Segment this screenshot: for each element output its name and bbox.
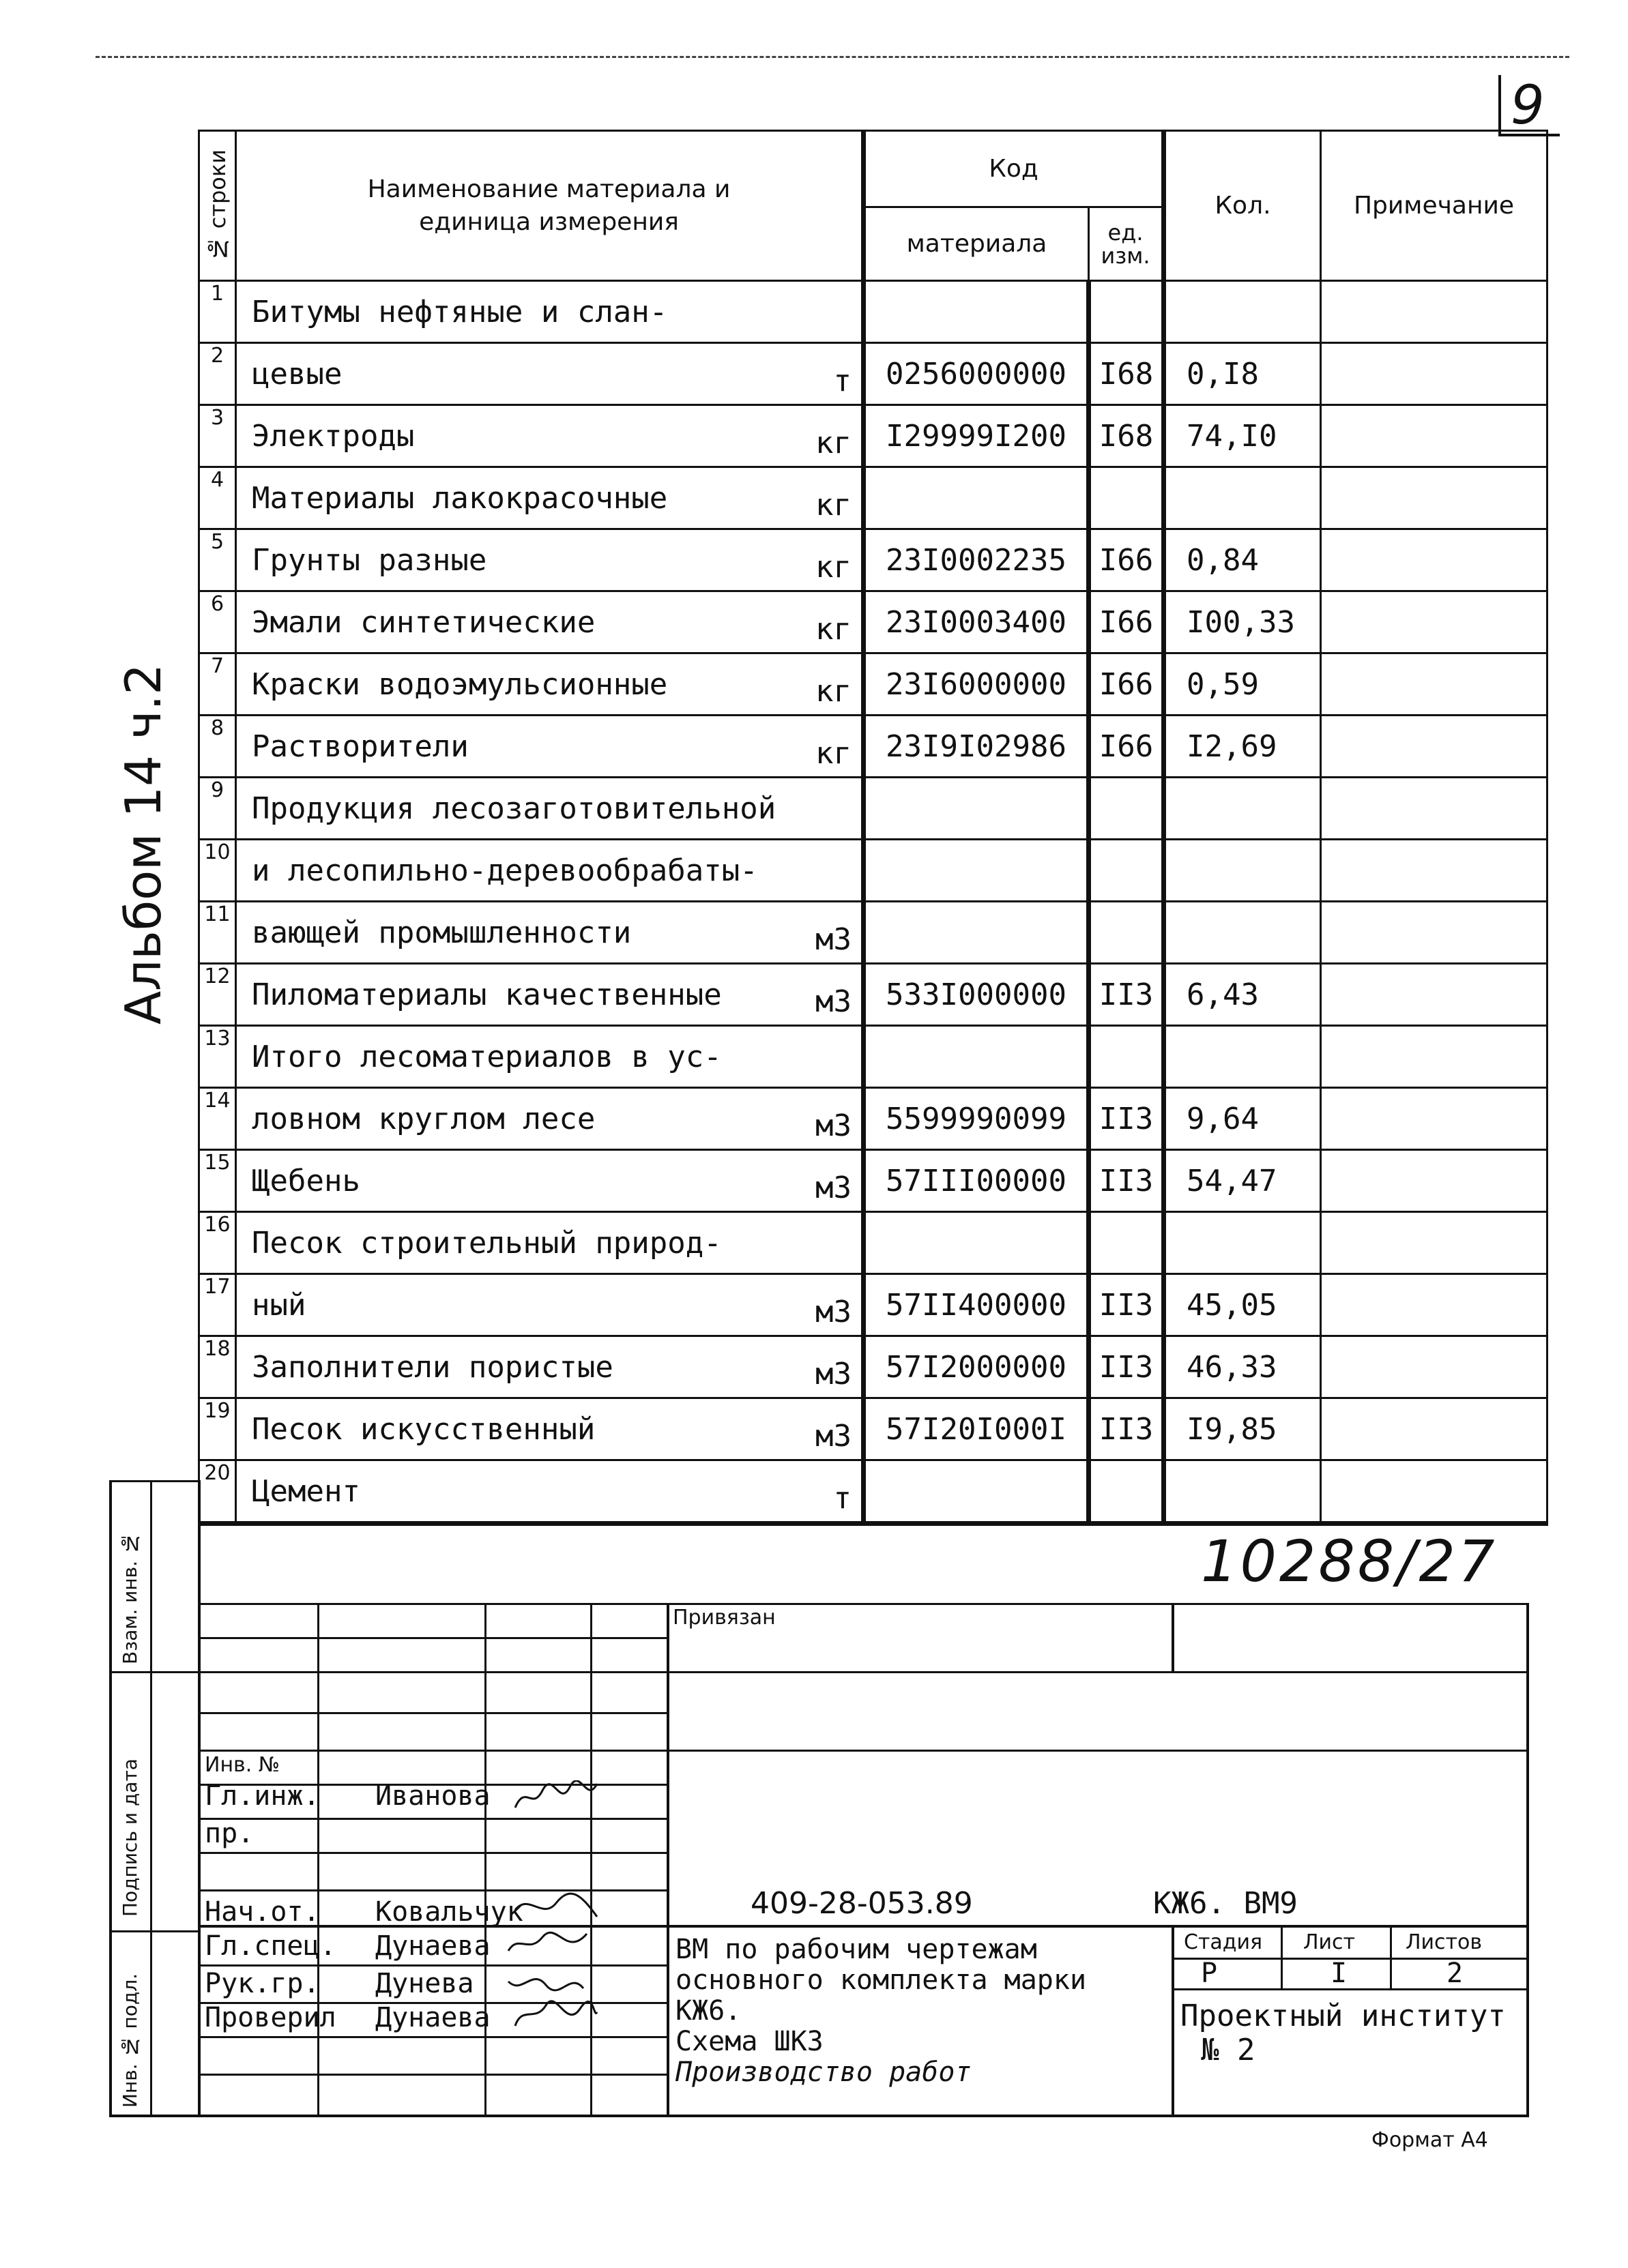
table-row	[199, 964, 1547, 1026]
unit-of-measure: м3	[815, 1295, 852, 1329]
quantity-cell	[1164, 1026, 1321, 1088]
unit-of-measure: м3	[815, 984, 852, 1019]
header-name: Наименование материала и единица измерения	[236, 131, 864, 281]
unit-code-cell: I66	[1089, 716, 1164, 778]
note-cell	[1321, 840, 1547, 902]
stamp-h-1	[198, 1603, 1528, 1605]
material-name-cell	[236, 840, 864, 902]
role-nach-ot: Нач.от.	[205, 1896, 320, 1928]
material-name-cell	[236, 1212, 864, 1274]
material-name-cell	[236, 281, 864, 343]
sheets-label: Листов	[1406, 1930, 1483, 1954]
row-number-cell: 19	[199, 1398, 236, 1460]
unit-of-measure: т	[833, 364, 852, 398]
table-row	[199, 1336, 1547, 1398]
table-row	[199, 1026, 1547, 1088]
table-row	[199, 902, 1547, 964]
header-material-code: материала	[864, 207, 1089, 281]
signature-duneva	[505, 1964, 594, 1999]
unit-code-cell: II3	[1089, 1150, 1164, 1212]
unit-of-measure: кг	[815, 550, 852, 585]
name-ivanova: Иванова	[375, 1780, 491, 1812]
table-row	[199, 1088, 1547, 1150]
header-code: Код	[864, 131, 1164, 207]
stamp-bottom-border	[109, 2115, 1528, 2117]
title-block	[109, 1480, 1528, 2108]
material-code-cell: 0256000000	[864, 343, 1089, 405]
material-code-cell: 23I0002235	[864, 529, 1089, 591]
title-line-2: основного комплекта марки	[675, 1964, 1087, 1996]
material-code-cell	[864, 778, 1089, 840]
top-border-line	[96, 56, 1569, 58]
unit-code-cell: I68	[1089, 405, 1164, 467]
quantity-cell: 54,47	[1164, 1150, 1321, 1212]
note-cell	[1321, 653, 1547, 716]
header-row-number: № строки	[199, 131, 236, 281]
name-duneva: Дунева	[375, 1968, 474, 1999]
unit-code-cell	[1089, 1026, 1164, 1088]
stamp-inner-border	[198, 1480, 201, 2115]
album-label	[102, 663, 177, 1025]
material-name: Песок искусственный	[252, 1411, 596, 1447]
material-name: ловном круглом лесе	[252, 1101, 596, 1136]
stamp-h-14	[198, 2074, 669, 2076]
stamp-h-2	[198, 1637, 669, 1639]
note-cell	[1321, 343, 1547, 405]
material-name-cell	[236, 778, 864, 840]
unit-of-measure: кг	[815, 736, 852, 771]
stamp-h-4	[198, 1712, 669, 1714]
row-number-cell: 17	[199, 1274, 236, 1336]
row-number-cell: 2	[199, 343, 236, 405]
role-ruk-gr: Рук.гр.	[205, 1968, 320, 1999]
material-name: Щебень	[252, 1163, 360, 1198]
table-row	[199, 840, 1547, 902]
stamp-div-2	[109, 1930, 201, 1932]
sheet-value: I	[1331, 1958, 1348, 1989]
table-row	[199, 529, 1547, 591]
signature-dunaeva	[505, 1927, 594, 1961]
unit-code-cell: I66	[1089, 591, 1164, 653]
unit-code-cell: I68	[1089, 343, 1164, 405]
unit-of-measure: кг	[815, 426, 852, 460]
stage-value: Р	[1201, 1958, 1218, 1989]
signature-kovalchuk	[512, 1889, 600, 1924]
stamp-right-border	[1526, 1603, 1529, 2117]
row-number-cell: 20	[199, 1460, 236, 1524]
table-row	[199, 778, 1547, 840]
sheet-label: Лист	[1303, 1930, 1356, 1954]
material-code-cell: 23I0003400	[864, 591, 1089, 653]
row-number-cell: 3	[199, 405, 236, 467]
material-name-cell	[236, 716, 864, 778]
unit-code-cell: II3	[1089, 1088, 1164, 1150]
name-kovalchuk: Ковальчук	[375, 1896, 523, 1928]
name-dunaeva: Дунаева	[375, 1930, 491, 1962]
quantity-cell: I00,33	[1164, 591, 1321, 653]
stamp-v-2	[484, 1603, 486, 2115]
quantity-cell	[1164, 467, 1321, 529]
note-cell	[1321, 964, 1547, 1026]
unit-of-measure: кг	[815, 488, 852, 522]
table-row	[199, 653, 1547, 716]
note-cell	[1321, 1274, 1547, 1336]
row-number-cell: 11	[199, 902, 236, 964]
stamp-h-3	[198, 1671, 1528, 1673]
material-name: Краски водоэмульсионные	[252, 666, 668, 702]
material-name: Битумы нефтяные и слан-	[252, 294, 668, 329]
material-name-cell	[236, 1088, 864, 1150]
quantity-cell	[1164, 778, 1321, 840]
unit-code-cell	[1089, 281, 1164, 343]
vzam-inv-label: Взам. инв. №	[119, 1532, 141, 1664]
page-number: 9	[1498, 75, 1560, 136]
title-line-3: КЖ6.	[675, 1995, 742, 2027]
album-label-text: Альбом 14 ч.2	[115, 663, 172, 1025]
stamp-v-stage-2	[1390, 1925, 1392, 1990]
material-name: Итого лесоматериалов в ус-	[252, 1039, 722, 1074]
table-row	[199, 343, 1547, 405]
unit-code-cell: I66	[1089, 653, 1164, 716]
material-name: Цемент	[252, 1473, 360, 1509]
row-number-cell: 18	[199, 1336, 236, 1398]
stamp-h-stage-2	[1172, 1988, 1526, 1990]
header-unit-code: ед. изм.	[1089, 207, 1164, 281]
unit-of-measure: т	[833, 1481, 852, 1516]
name-proveril: Дунаева	[375, 2002, 491, 2033]
role-proveril: Проверил	[205, 2002, 336, 2033]
material-name-cell	[236, 653, 864, 716]
quantity-cell: I9,85	[1164, 1398, 1321, 1460]
material-code-cell: 57I2000000	[864, 1336, 1089, 1398]
quantity-cell	[1164, 1212, 1321, 1274]
material-name-cell	[236, 529, 864, 591]
stamp-h-5	[198, 1750, 1528, 1752]
row-number-cell: 8	[199, 716, 236, 778]
material-name: Продукция лесозаготовительной	[252, 791, 776, 826]
table-row	[199, 467, 1547, 529]
material-name: Материалы лакокрасочные	[252, 480, 668, 516]
materials-table	[198, 130, 1548, 1526]
note-cell	[1321, 902, 1547, 964]
quantity-cell: 74,I0	[1164, 405, 1321, 467]
material-code-cell: 23I6000000	[864, 653, 1089, 716]
stamp-v-6	[1172, 1925, 1174, 2115]
stamp-h-7	[198, 1818, 669, 1820]
quantity-cell: 45,05	[1164, 1274, 1321, 1336]
material-name: Пиломатериалы качественные	[252, 977, 722, 1012]
org-line-2: № 2	[1201, 2033, 1255, 2067]
row-number-cell: 13	[199, 1026, 236, 1088]
quantity-cell: 46,33	[1164, 1336, 1321, 1398]
row-number-cell: 12	[199, 964, 236, 1026]
material-name: вающей промышленности	[252, 915, 632, 950]
note-cell	[1321, 1150, 1547, 1212]
quantity-cell	[1164, 281, 1321, 343]
unit-code-cell	[1089, 1212, 1164, 1274]
stamp-div-1	[109, 1671, 201, 1673]
privyazan-label: Привязан	[673, 1606, 776, 1630]
material-code-cell: 57II400000	[864, 1274, 1089, 1336]
title-line-4: Схема ШК3	[675, 2026, 824, 2057]
stamp-h-11	[198, 1964, 669, 1967]
quantity-cell	[1164, 902, 1321, 964]
note-cell	[1321, 467, 1547, 529]
material-code-cell: 57III00000	[864, 1150, 1089, 1212]
unit-code-cell: II3	[1089, 1274, 1164, 1336]
signature-proveril	[512, 1999, 600, 2033]
material-name-cell	[236, 591, 864, 653]
signature-ivanova	[512, 1780, 600, 1814]
note-cell	[1321, 1212, 1547, 1274]
material-name: и лесопильно-деревообрабаты-	[252, 853, 758, 888]
quantity-cell	[1164, 840, 1321, 902]
stamp-h-8	[198, 1852, 669, 1854]
stamp-left-border	[109, 1480, 112, 2115]
note-cell	[1321, 281, 1547, 343]
note-cell	[1321, 1088, 1547, 1150]
role-pr: пр.	[205, 1818, 255, 1849]
stamp-v-4	[667, 1603, 669, 2115]
quantity-cell: 0,84	[1164, 529, 1321, 591]
format-label: Формат А4	[1371, 2128, 1488, 2152]
role-gl-spec: Гл.спец.	[205, 1930, 336, 1962]
role-gl-inzh: Гл.инж.	[205, 1780, 320, 1812]
stage-label: Стадия	[1184, 1930, 1263, 1954]
stamp-side-divider	[150, 1480, 152, 2115]
table-row	[199, 1398, 1547, 1460]
material-name-cell	[236, 467, 864, 529]
note-cell	[1321, 1336, 1547, 1398]
title-line-1: ВМ по рабочим чертежам	[675, 1934, 1037, 1965]
material-code-cell: 5599990099	[864, 1088, 1089, 1150]
quantity-cell: 0,I8	[1164, 343, 1321, 405]
table-row	[199, 1274, 1547, 1336]
unit-code-cell: I66	[1089, 529, 1164, 591]
quantity-cell: I2,69	[1164, 716, 1321, 778]
unit-code-cell	[1089, 467, 1164, 529]
material-code-cell	[864, 902, 1089, 964]
unit-of-measure: м3	[815, 1357, 852, 1391]
note-cell	[1321, 1026, 1547, 1088]
row-number-cell: 16	[199, 1212, 236, 1274]
sheets-value: 2	[1447, 1958, 1464, 1989]
title-line-5: Производство работ	[675, 2057, 972, 2088]
material-name-cell	[236, 1398, 864, 1460]
material-name-cell	[236, 964, 864, 1026]
material-name-cell	[236, 343, 864, 405]
unit-code-cell: II3	[1089, 964, 1164, 1026]
row-number-cell: 15	[199, 1150, 236, 1212]
note-cell	[1321, 405, 1547, 467]
header-note: Примечание	[1321, 131, 1547, 281]
material-code-cell	[864, 467, 1089, 529]
stamp-v-5	[1172, 1603, 1174, 1671]
stamp-h-13	[198, 2036, 669, 2038]
material-name: Заполнители пористые	[252, 1349, 613, 1385]
org-line-1: Проектный институт	[1180, 1999, 1506, 2033]
material-name: Песок строительный природ-	[252, 1225, 722, 1261]
material-code-cell: 23I9I02986	[864, 716, 1089, 778]
material-name: цевые	[252, 356, 343, 392]
row-number-cell: 7	[199, 653, 236, 716]
unit-code-cell: II3	[1089, 1336, 1164, 1398]
material-name: Грунты разные	[252, 542, 487, 578]
material-code-cell	[864, 840, 1089, 902]
unit-of-measure: м3	[815, 1170, 852, 1205]
unit-code-cell	[1089, 902, 1164, 964]
row-number-cell: 4	[199, 467, 236, 529]
note-cell	[1321, 529, 1547, 591]
unit-of-measure: кг	[815, 612, 852, 647]
material-name: ный	[252, 1287, 306, 1323]
unit-code-cell	[1089, 840, 1164, 902]
stamp-v-1	[317, 1603, 319, 2115]
material-name-cell	[236, 1026, 864, 1088]
material-code-cell	[864, 281, 1089, 343]
unit-code-cell: II3	[1089, 1398, 1164, 1460]
note-cell	[1321, 778, 1547, 840]
row-number-cell: 14	[199, 1088, 236, 1150]
row-number-cell: 10	[199, 840, 236, 902]
material-name-cell	[236, 902, 864, 964]
row-number-cell: 9	[199, 778, 236, 840]
unit-of-measure: кг	[815, 674, 852, 709]
unit-of-measure: м3	[815, 1108, 852, 1143]
material-code-cell: I29999I200	[864, 405, 1089, 467]
material-name: Растворители	[252, 728, 469, 764]
unit-of-measure: м3	[815, 922, 852, 957]
table-row	[199, 591, 1547, 653]
row-number-cell: 6	[199, 591, 236, 653]
quantity-cell: 9,64	[1164, 1088, 1321, 1150]
table-row	[199, 281, 1547, 343]
note-cell	[1321, 591, 1547, 653]
stamp-v-3	[590, 1603, 592, 2115]
material-name-cell	[236, 1336, 864, 1398]
note-cell	[1321, 716, 1547, 778]
note-cell	[1321, 1398, 1547, 1460]
material-name-cell	[236, 405, 864, 467]
header-qty: Кол.	[1164, 131, 1321, 281]
unit-code-cell	[1089, 778, 1164, 840]
doc-mark: КЖ6. ВМ9	[1153, 1886, 1298, 1921]
material-code-cell: 57I20I000I	[864, 1398, 1089, 1460]
unit-of-measure: м3	[815, 1419, 852, 1454]
material-code-cell: 533I000000	[864, 964, 1089, 1026]
quantity-cell: 0,59	[1164, 653, 1321, 716]
row-number-cell: 1	[199, 281, 236, 343]
stamp-v-stage-1	[1281, 1925, 1283, 1990]
inv-podl-label: Инв. № подл.	[119, 1973, 141, 2108]
quantity-cell: 6,43	[1164, 964, 1321, 1026]
material-name: Эмали синтетические	[252, 604, 596, 640]
table-row	[199, 716, 1547, 778]
row-number-cell: 5	[199, 529, 236, 591]
material-name-cell	[236, 1150, 864, 1212]
material-code-cell	[864, 1212, 1089, 1274]
podpis-data-label: Подпись и дата	[119, 1758, 141, 1917]
table-row	[199, 1212, 1547, 1274]
doc-code: 409-28-053.89	[751, 1886, 973, 1921]
table-row	[199, 405, 1547, 467]
material-name: Электроды	[252, 418, 415, 454]
stamp-h-stage	[1172, 1958, 1526, 1960]
table-row	[199, 1150, 1547, 1212]
material-name-cell	[236, 1274, 864, 1336]
stamp-top-left	[109, 1480, 201, 1482]
material-code-cell	[864, 1026, 1089, 1088]
inv-no-label: Инв. №	[205, 1753, 280, 1777]
handwritten-number: 10288/27	[1201, 1528, 1498, 1595]
